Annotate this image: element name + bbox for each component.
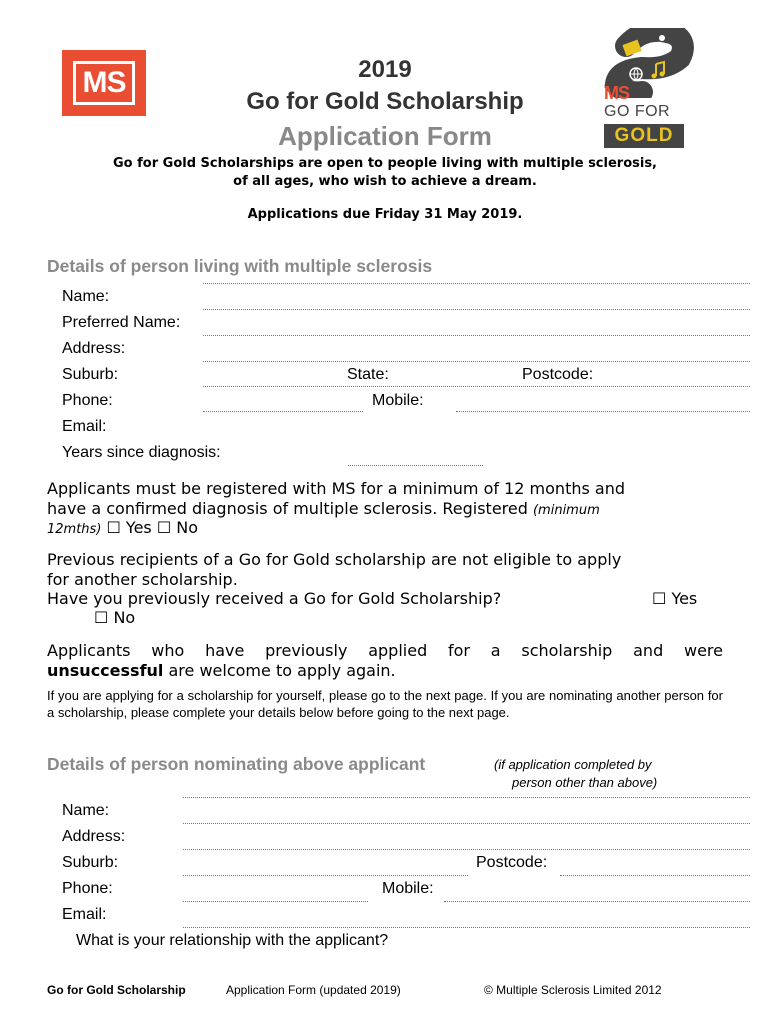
footer-title: Go for Gold Scholarship [47, 983, 186, 997]
go-for-gold-logo [596, 28, 696, 152]
nominator-email-field[interactable] [183, 927, 750, 928]
relationship-question: What is your relationship with the applicant? [76, 932, 389, 949]
registered-yes-label: Yes [125, 518, 152, 537]
registration-note-2: 12mths) [47, 522, 102, 537]
nominator-phone-label: Phone: [62, 880, 113, 897]
previous-question: Have you previously received a Go for Gold Scholarship? [47, 589, 502, 608]
due-date: Applications due Friday 31 May 2019. [247, 207, 523, 222]
mobile-field[interactable] [456, 411, 750, 412]
nominator-address-label: Address: [62, 828, 126, 845]
previous-no-label: No [113, 608, 136, 627]
years-since-diagnosis-label: Years since diagnosis: [62, 444, 221, 461]
registration-note: (minimum [532, 503, 600, 518]
years-since-diagnosis-field[interactable] [348, 465, 483, 466]
footer-form-version: Application Form (updated 2019) [226, 983, 401, 997]
unsuccessful-bold: unsuccessful [47, 661, 164, 680]
nominator-note-1: (if application completed by [494, 757, 652, 772]
intro-line-1: Go for Gold Scholarships are open to people living with multiple sclerosis, [113, 156, 657, 171]
preferred-name-label: Preferred Name: [62, 314, 181, 331]
state-label: State: [347, 366, 389, 383]
registration-line-1: Applicants must be registered with MS for a minimum of 12 months and [47, 479, 626, 498]
section-heading-applicant: Details of person living with multiple sclerosis [47, 256, 433, 276]
footer-copyright: © Multiple Sclerosis Limited 2012 [484, 983, 662, 997]
registered-no-label: No [176, 518, 199, 537]
nominator-note-2: person other than above) [512, 775, 658, 790]
page-subtitle: Application Form [278, 121, 492, 151]
phone-field[interactable] [203, 411, 363, 412]
nominator-mobile-label: Mobile: [382, 880, 434, 897]
name-label: Name: [62, 288, 110, 305]
address-label: Address: [62, 340, 126, 357]
nominator-name-field[interactable] [183, 823, 750, 824]
section-heading-nominator: Details of person nominating above applicant [47, 754, 426, 774]
nominator-suburb-field[interactable] [183, 875, 468, 876]
nominator-suburb-label: Suburb: [62, 854, 119, 871]
mobile-label: Mobile: [372, 392, 424, 409]
nominator-mobile-field[interactable] [444, 901, 750, 902]
gold-logo-go-for: GO FOR [604, 103, 671, 120]
page-title: Go for Gold Scholarship [246, 88, 524, 115]
nominator-phone-field[interactable] [183, 901, 368, 902]
nomination-instructions: If you are applying for a scholarship for yourself, please go to the next page. If you are nominating another person for a scholarship, please complete your details below before going to the next page. [47, 688, 723, 720]
registered-yes-checkbox[interactable]: ☐ Yes [106, 518, 152, 537]
name-field-line[interactable] [203, 309, 750, 310]
address-field[interactable] [203, 361, 750, 362]
unsuccessful-line-1: Applicants who have previously applied for a scholarship and were [47, 641, 723, 660]
intro-line-2: of all ages, who wish to achieve a dream. [233, 174, 537, 189]
name-field[interactable] [203, 283, 750, 284]
previous-recipients-line-2: for another scholarship. [47, 570, 238, 589]
nominator-postcode-field[interactable] [560, 875, 750, 876]
nominator-email-label: Email: [62, 906, 107, 923]
gold-logo-gold: GOLD [604, 124, 684, 148]
ms-logo [62, 50, 146, 116]
nominator-name-field-top[interactable] [183, 797, 750, 798]
suburb-field[interactable] [203, 386, 750, 387]
previous-recipients-line-1: Previous recipients of a Go for Gold scholarship are not eligible to apply [47, 550, 622, 569]
form-year: 2019 [358, 56, 412, 83]
previous-yes-checkbox[interactable]: ☐ Yes [652, 589, 698, 608]
registered-no-checkbox[interactable]: ☐ No [156, 518, 199, 537]
email-label: Email: [62, 418, 107, 435]
nominator-address-field[interactable] [183, 849, 750, 850]
preferred-name-field[interactable] [203, 335, 750, 336]
registration-text: have a confirmed diagnosis of multiple sclerosis. Registered [47, 499, 528, 518]
nominator-postcode-label: Postcode: [476, 854, 548, 871]
nominator-name-label: Name: [62, 802, 110, 819]
ms-logo-text: MS [82, 66, 126, 99]
registration-line-3 [47, 518, 723, 540]
gold-logo-ms: MS [604, 83, 629, 103]
previous-yes-label: Yes [671, 589, 698, 608]
previous-no-checkbox[interactable]: ☐ No [94, 608, 136, 627]
suburb-label: Suburb: [62, 366, 119, 383]
phone-label: Phone: [62, 392, 113, 409]
unsuccessful-line-2 [47, 661, 723, 681]
unsuccessful-rest: are welcome to apply again. [168, 661, 396, 680]
postcode-label: Postcode: [522, 366, 594, 383]
